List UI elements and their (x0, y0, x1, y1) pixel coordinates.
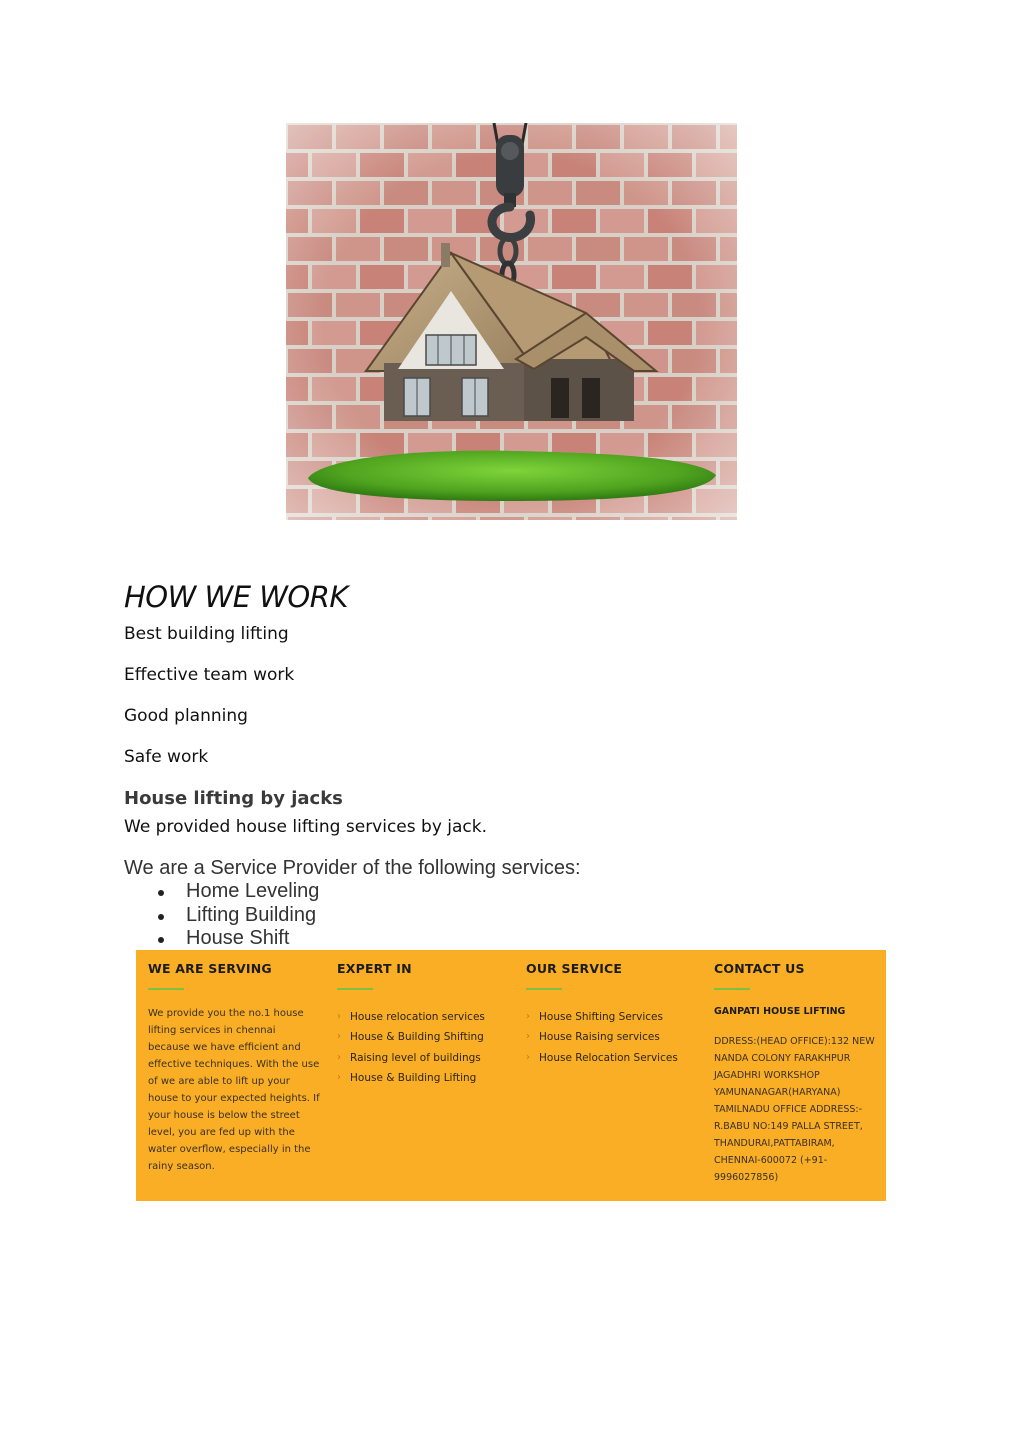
service-item (124, 927, 319, 951)
work-point: Safe work (124, 747, 209, 767)
chevron-right-icon: › (337, 1031, 341, 1043)
service-item-label: Lifting Building (186, 903, 317, 926)
work-point: Effective team work (124, 665, 295, 685)
chevron-right-icon: › (337, 1011, 341, 1022)
serving-heading: WE ARE SERVING (148, 961, 272, 976)
expert-link[interactable] (337, 1027, 485, 1047)
serving-text: We provide you the no.1 house lifting services in chennai because we have efficient and effective techniques. With the use of we are able to lift up your house to your expected heights. If your house is below the street level, you are fed up with the water overflow, especially in the rainy season. (148, 1008, 320, 1172)
bullet-icon (158, 890, 164, 896)
service-item-label: Home Leveling (186, 880, 320, 902)
expert-link[interactable] (337, 1048, 485, 1068)
service-item-label: House Shift (186, 927, 290, 949)
heading-rule (714, 988, 750, 990)
service-heading: OUR SERVICE (526, 961, 623, 976)
work-point: Good planning (124, 706, 248, 726)
contact-address: DDRESS:(HEAD OFFICE):132 NEW NANDA COLONY FARAKHPUR JAGADHRI WORKSHOP YAMUNANAGAR(HARYANA) TAMILNADU OFFICE ADDRESS:- R.BABU NO:149 PALLA STREET, THANDURAI,PATTABIRAM, CHENNAI-600072 (+91-9996027856) (714, 1036, 875, 1183)
services-list (124, 880, 319, 951)
service-item (124, 904, 319, 928)
service-link[interactable] (526, 1027, 678, 1047)
company-name: GANPATI HOUSE LIFTING (714, 1006, 846, 1017)
bullet-icon (158, 914, 164, 920)
jacks-heading: House lifting by jacks (124, 788, 343, 809)
expert-link-label: Raising level of buildings (350, 1051, 481, 1064)
expert-list (337, 1007, 485, 1089)
jacks-text: We provided house lifting services by jack. (124, 817, 488, 837)
service-link[interactable] (526, 1048, 678, 1068)
footer-panel (136, 950, 886, 1201)
expert-heading: EXPERT IN (337, 961, 412, 976)
chevron-right-icon: › (526, 1011, 530, 1022)
heading-rule (148, 988, 184, 990)
expert-link[interactable] (337, 1007, 485, 1027)
heading-rule (526, 988, 562, 990)
service-link-label: House Raising services (539, 1031, 660, 1044)
expert-link[interactable] (337, 1068, 485, 1088)
expert-link-label: House & Building Lifting (350, 1072, 477, 1085)
house-lifting-illustration (286, 123, 737, 520)
contact-heading: CONTACT US (714, 961, 805, 976)
service-link-label: House Shifting Services (539, 1011, 663, 1023)
how-we-work-title: HOW WE WORK (124, 580, 348, 614)
expert-link-label: House relocation services (350, 1011, 485, 1023)
chevron-right-icon: › (337, 1072, 341, 1084)
work-point: Best building lifting (124, 624, 289, 644)
chevron-right-icon: › (337, 1051, 341, 1063)
service-item (124, 880, 319, 904)
service-links (526, 1007, 678, 1068)
service-link[interactable] (526, 1007, 678, 1027)
services-intro: We are a Service Provider of the following services: (124, 857, 581, 879)
bullet-icon (158, 937, 164, 943)
heading-rule (337, 988, 373, 990)
chevron-right-icon: › (526, 1051, 530, 1063)
chevron-right-icon: › (526, 1031, 530, 1043)
service-link-label: House Relocation Services (539, 1051, 678, 1064)
expert-link-label: House & Building Shifting (350, 1031, 484, 1044)
